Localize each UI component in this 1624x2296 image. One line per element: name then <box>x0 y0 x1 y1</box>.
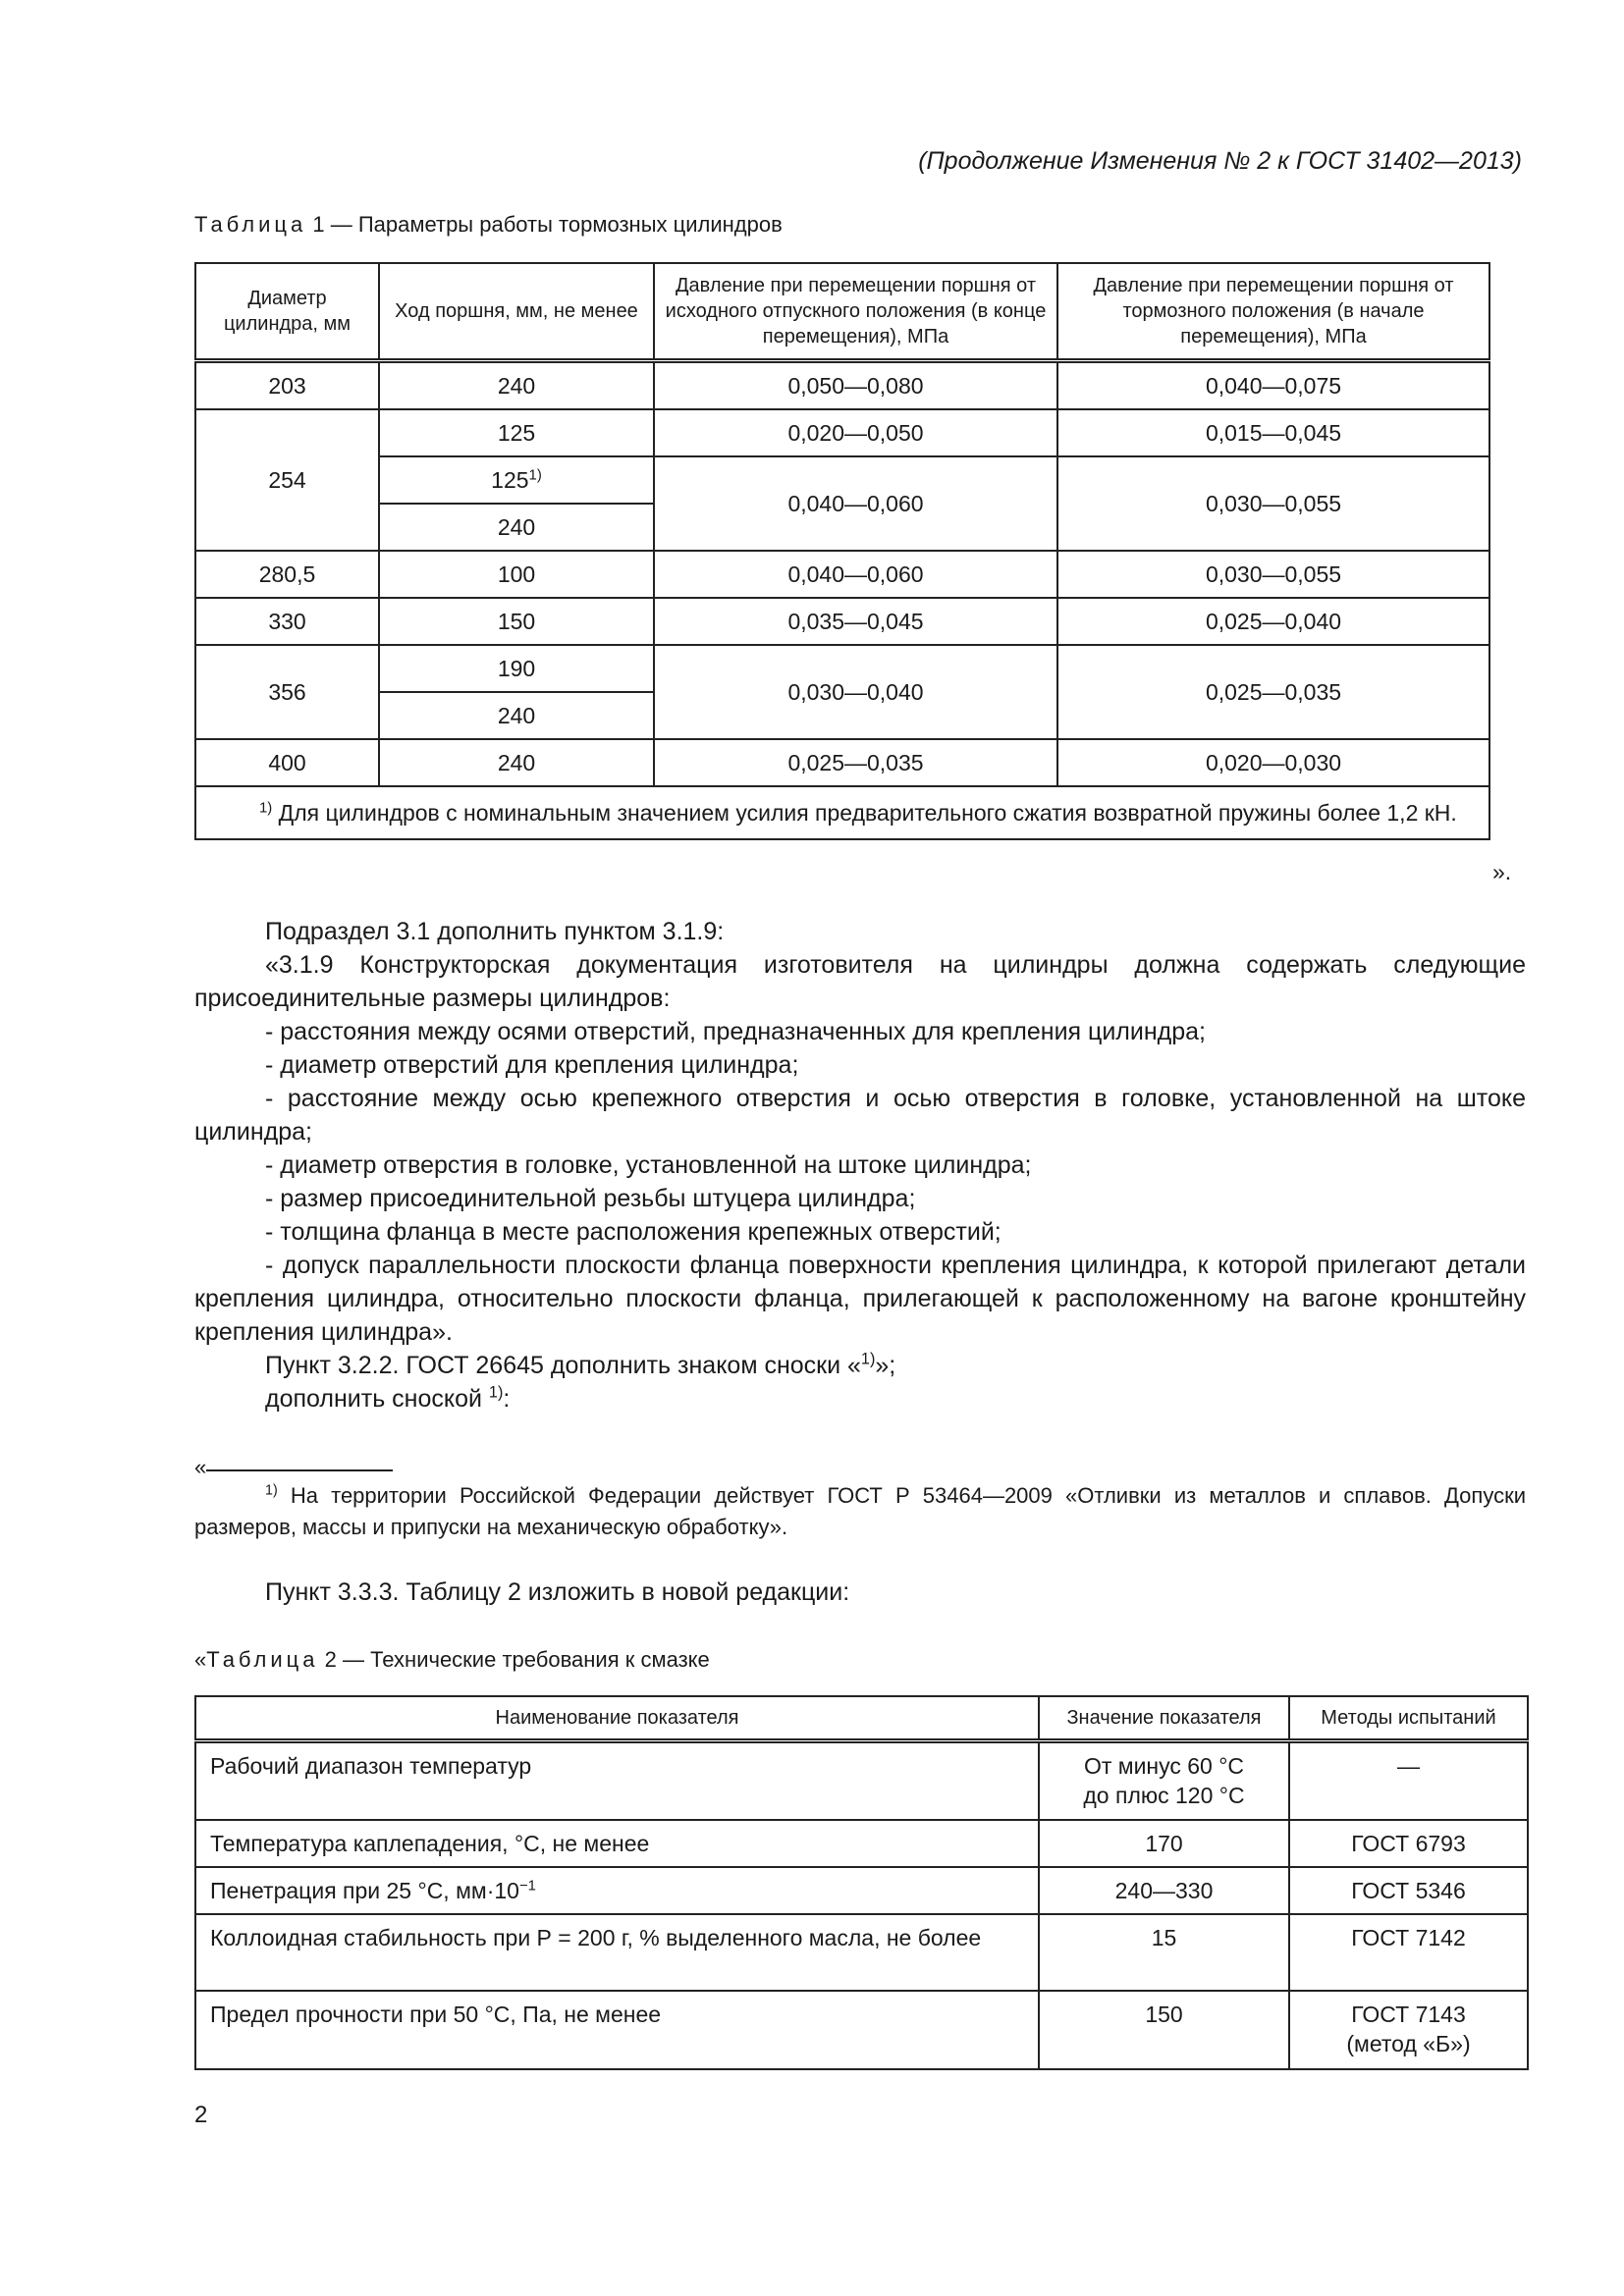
list-item: - расстояние между осью крепежного отверстия и осью отверстия в головке, установленной на штоке цилиндра; <box>194 1085 1526 1146</box>
table1-note-row <box>195 786 1489 839</box>
table1-cell: 0,040—0,060 <box>654 456 1057 551</box>
table1 <box>194 262 1490 840</box>
table1-cell: 0,015—0,045 <box>1057 409 1489 456</box>
footnote-marker: 1) <box>860 1350 876 1368</box>
table1-cell: 100 <box>379 551 654 598</box>
table-row <box>195 361 1489 410</box>
table1-cell: 0,025—0,035 <box>654 739 1057 786</box>
document-header-note: (Продолжение Изменения № 2 к ГОСТ 31402—2013) <box>918 147 1522 175</box>
exponent: −1 <box>518 1876 536 1894</box>
paragraph <box>194 1349 1526 1382</box>
body-section <box>194 915 1526 1415</box>
table-row <box>195 1991 1528 2069</box>
table-row <box>195 1741 1528 1820</box>
paragraph-text: Пункт 3.2.2. ГОСТ 26645 дополнить знаком сноски « <box>265 1352 861 1379</box>
table1-header-pressure-brake: Давление при перемещении поршня от тормозного положения (в начале перемещения), МПа <box>1057 263 1489 361</box>
table2-cell <box>1289 1991 1528 2069</box>
paragraph: Пункт 3.3.3. Таблицу 2 изложить в новой редакции: <box>265 1578 850 1606</box>
table1-cell <box>379 456 654 504</box>
table1-cell: 0,025—0,040 <box>1057 598 1489 645</box>
footnote <box>194 1480 1526 1543</box>
list-item: - диаметр отверстия в головке, установленной на штоке цилиндра; <box>265 1151 1032 1179</box>
table1-cell: 0,040—0,060 <box>654 551 1057 598</box>
footnote-open-quote: « <box>194 1455 207 1479</box>
table2-cell: 170 <box>1039 1820 1289 1867</box>
paragraph-text: : <box>503 1385 511 1413</box>
table2 <box>194 1695 1529 2070</box>
table1-cell: 254 <box>195 409 379 551</box>
table2-cell: Рабочий диапазон температур <box>195 1741 1039 1820</box>
footnote-marker: 1) <box>488 1383 504 1402</box>
table1-cell: 203 <box>195 361 379 410</box>
table1-cell: 0,050—0,080 <box>654 361 1057 410</box>
table1-cell: 150 <box>379 598 654 645</box>
table2-caption-prefix: Таблица <box>206 1647 319 1672</box>
table1-header-pressure-release: Давление при перемещении поршня от исходного отпускного положения (в конце перемещения), МПа <box>654 263 1057 361</box>
list-item: - толщина фланца в месте расположения крепежных отверстий; <box>265 1218 1001 1246</box>
table2-cell: Предел прочности при 50 °С, Па, не менее <box>195 1991 1039 2069</box>
table1-cell: 356 <box>195 645 379 739</box>
table-row <box>195 1914 1528 1991</box>
table2-cell: 150 <box>1039 1991 1289 2069</box>
table2-caption-text: 2 — Технические требования к смазке <box>318 1647 710 1672</box>
footnote-marker: 1) <box>259 799 273 817</box>
table1-cell: 190 <box>379 645 654 692</box>
table-row <box>195 1820 1528 1867</box>
list-item: - расстояния между осями отверстий, предназначенных для крепления цилиндра; <box>265 1018 1206 1045</box>
table2-cell: ГОСТ 7142 <box>1289 1914 1528 1991</box>
table2-cell-line: ГОСТ 7143 <box>1351 2001 1466 2027</box>
table1-cell: 0,030—0,040 <box>654 645 1057 739</box>
table2-cell: Температура каплепадения, °С, не менее <box>195 1820 1039 1867</box>
list-item: - допуск параллельности плоскости фланца поверхности крепления цилиндра, к которой прилегают детали крепления цилиндра, относительно плоскости фланца, прилегающей к расположенному на вагоне кронштейну крепления цилиндра». <box>194 1252 1526 1346</box>
table-row <box>195 739 1489 786</box>
table1-cell: 0,030—0,055 <box>1057 551 1489 598</box>
table2-cell-line: до плюс 120 °С <box>1083 1783 1245 1808</box>
table1-header-stroke: Ход поршня, мм, не менее <box>379 263 654 361</box>
table1-cell: 240 <box>379 692 654 739</box>
list-item: - размер присоединительной резьбы штуцера цилиндра; <box>265 1185 916 1212</box>
footnote-divider <box>206 1469 393 1471</box>
table-row <box>195 456 1489 504</box>
table1-caption-text: 1 — Параметры работы тормозных цилиндров <box>306 212 783 237</box>
table1-cell: 240 <box>379 504 654 551</box>
paragraph-text: »; <box>875 1352 896 1379</box>
table2-caption <box>194 1647 710 1673</box>
table1-cell: 0,040—0,075 <box>1057 361 1489 410</box>
table2-cell <box>195 1867 1039 1914</box>
page-number: 2 <box>194 2102 208 2128</box>
paragraph-text: дополнить сноской <box>265 1385 489 1413</box>
table-row <box>195 409 1489 456</box>
table1-cell: 0,020—0,030 <box>1057 739 1489 786</box>
table1-cell: 240 <box>379 739 654 786</box>
table1-header-diameter: Диаметр цилиндра, мм <box>195 263 379 361</box>
closing-quote: ». <box>1492 859 1512 884</box>
table1-header-row <box>195 263 1489 361</box>
table1-cell-value: 125 <box>491 466 529 493</box>
list-item: - диаметр отверстий для крепления цилиндра; <box>265 1051 799 1079</box>
table-row <box>195 645 1489 692</box>
table1-cell: 280,5 <box>195 551 379 598</box>
table2-caption-quote: « <box>194 1647 207 1672</box>
table1-cell: 330 <box>195 598 379 645</box>
table1-cell: 0,020—0,050 <box>654 409 1057 456</box>
table1-cell: 0,025—0,035 <box>1057 645 1489 739</box>
paragraph: «3.1.9 Конструкторская документация изготовителя на цилиндры должна содержать следующие присоединительные размеры цилиндров: <box>194 951 1526 1012</box>
table-row <box>195 551 1489 598</box>
table2-cell: — <box>1289 1741 1528 1820</box>
body-section-2 <box>194 1575 1526 1609</box>
table1-footnote <box>195 786 1489 839</box>
footnote-marker: 1) <box>265 1482 278 1499</box>
table2-header-value: Значение показателя <box>1039 1696 1289 1741</box>
table2-cell: 15 <box>1039 1914 1289 1991</box>
table1-cell: 240 <box>379 361 654 410</box>
table2-header-row <box>195 1696 1528 1741</box>
table2-header-name: Наименование показателя <box>195 1696 1039 1741</box>
table-row <box>195 598 1489 645</box>
table2-cell-line: От минус 60 °С <box>1083 1753 1245 1779</box>
table1-cell: 0,030—0,055 <box>1057 456 1489 551</box>
table1-caption <box>194 212 783 238</box>
table2-cell <box>1039 1741 1289 1820</box>
table1-cell: 0,035—0,045 <box>654 598 1057 645</box>
footnote-text: На территории Российской Федерации действует ГОСТ Р 53464—2009 «Отливки из металлов и сплавов. Допуски размеров, массы и припуски на механическую обработку». <box>194 1483 1526 1539</box>
table1-caption-prefix: Таблица <box>194 212 307 237</box>
table1-cell: 125 <box>379 409 654 456</box>
table-row <box>195 1867 1528 1914</box>
table2-cell-text: Пенетрация при 25 °С, мм·10 <box>210 1877 519 1903</box>
table2-cell: Коллоидная стабильность при Р = 200 г, % выделенного масла, не более <box>195 1914 1039 1991</box>
table1-footnote-text: Для цилиндров с номинальным значением усилия предварительного сжатия возвратной пружины более 1,2 кН. <box>272 800 1457 826</box>
table1-cell: 400 <box>195 739 379 786</box>
paragraph: Подраздел 3.1 дополнить пунктом 3.1.9: <box>265 918 725 945</box>
table2-cell: ГОСТ 6793 <box>1289 1820 1528 1867</box>
footnote-marker: 1) <box>528 465 542 483</box>
table2-cell: ГОСТ 5346 <box>1289 1867 1528 1914</box>
paragraph <box>194 1382 1526 1415</box>
table2-cell: 240—330 <box>1039 1867 1289 1914</box>
table2-header-method: Методы испытаний <box>1289 1696 1528 1741</box>
footnote-paragraph <box>194 1480 1526 1543</box>
table2-cell-line: (метод «Б») <box>1346 2030 1471 2056</box>
